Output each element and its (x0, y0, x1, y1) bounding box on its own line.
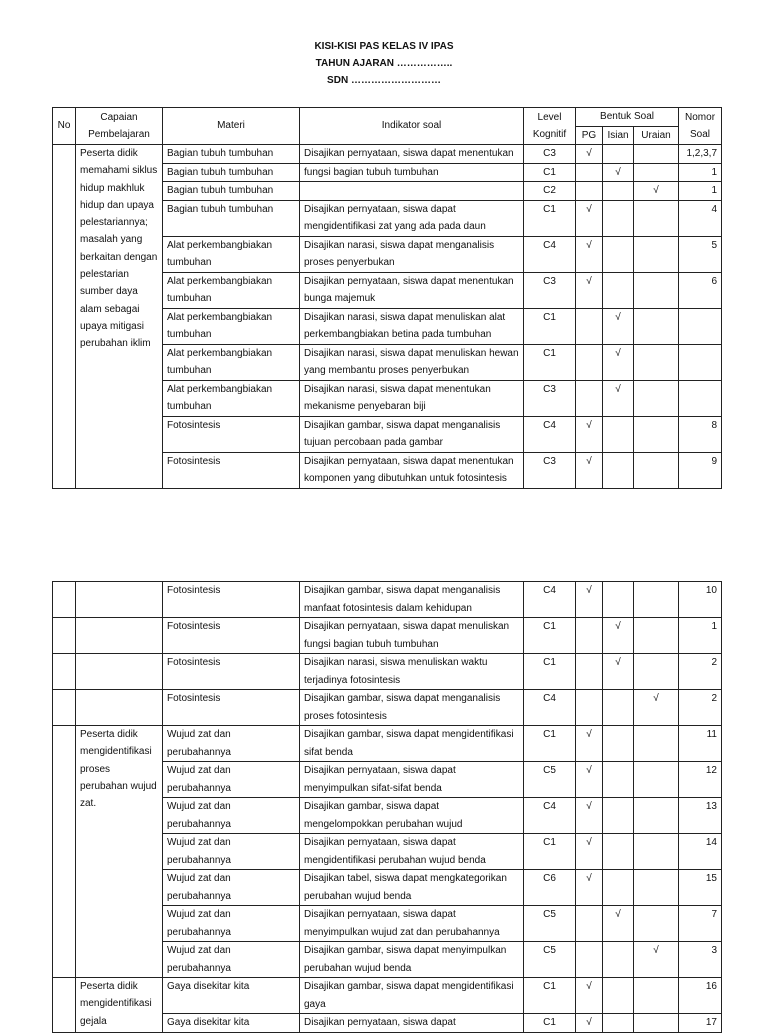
nomor-cell (679, 344, 722, 380)
level-cell: C1 (524, 618, 576, 654)
table-row (53, 654, 722, 690)
capaian-cell (76, 618, 163, 654)
nomor-cell (679, 308, 722, 344)
materi-cell: Gaya disekitar kita (163, 1014, 300, 1033)
uraian-check-cell: √ (634, 690, 679, 726)
level-cell: C5 (524, 762, 576, 798)
nomor-cell: 10 (679, 582, 722, 618)
indikator-cell: Disajikan gambar, siswa dapat menganalisis proses fotosintesis (300, 690, 524, 726)
header-pg: PG (576, 126, 603, 145)
pg-check-cell: √ (576, 452, 603, 488)
materi-cell: Wujud zat dan perubahannya (163, 870, 300, 906)
nomor-cell: 9 (679, 452, 722, 488)
indikator-cell: fungsi bagian tubuh tumbuhan (300, 163, 524, 182)
nomor-cell: 6 (679, 272, 722, 308)
level-cell: C2 (524, 182, 576, 201)
uraian-check-cell (634, 978, 679, 1014)
nomor-cell: 7 (679, 906, 722, 942)
indikator-cell (300, 182, 524, 201)
materi-cell: Alat perkembangbiakan tumbuhan (163, 308, 300, 344)
level-cell: C4 (524, 798, 576, 834)
nomor-cell: 14 (679, 834, 722, 870)
uraian-check-cell (634, 236, 679, 272)
nomor-cell: 2 (679, 654, 722, 690)
materi-cell: Bagian tubuh tumbuhan (163, 163, 300, 182)
uraian-check-cell (634, 163, 679, 182)
level-cell: C3 (524, 380, 576, 416)
table-row (53, 582, 722, 618)
materi-cell: Wujud zat dan perubahannya (163, 942, 300, 978)
indikator-cell: Disajikan pernyataan, siswa dapat menentukan komponen yang dibutuhkan untuk fotosintesis (300, 452, 524, 488)
academic-year: TAHUN AJARAN …………….. (315, 58, 453, 69)
isian-check-cell (603, 145, 634, 164)
pg-check-cell: √ (576, 726, 603, 762)
uraian-check-cell (634, 582, 679, 618)
materi-cell: Alat perkembangbiakan tumbuhan (163, 344, 300, 380)
level-cell: C1 (524, 978, 576, 1014)
materi-cell: Wujud zat dan perubahannya (163, 798, 300, 834)
isian-check-cell (603, 690, 634, 726)
level-cell: C5 (524, 942, 576, 978)
nomor-cell: 3 (679, 942, 722, 978)
indikator-cell: Disajikan pernyataan, siswa dapat (300, 1014, 524, 1033)
nomor-cell: 1 (679, 163, 722, 182)
nomor-cell: 11 (679, 726, 722, 762)
indikator-cell: Disajikan pernyataan, siswa dapat menuliskan fungsi bagian tubuh tumbuhan (300, 618, 524, 654)
no-cell (53, 618, 76, 654)
isian-check-cell (603, 762, 634, 798)
pg-check-cell: √ (576, 978, 603, 1014)
uraian-check-cell (634, 1014, 679, 1033)
level-cell: C4 (524, 582, 576, 618)
materi-cell: Wujud zat dan perubahannya (163, 726, 300, 762)
uraian-check-cell (634, 618, 679, 654)
nomor-cell: 12 (679, 762, 722, 798)
nomor-cell: 1 (679, 618, 722, 654)
pg-check-cell (576, 618, 603, 654)
isian-check-cell (603, 452, 634, 488)
materi-cell: Wujud zat dan perubahannya (163, 762, 300, 798)
level-cell: C4 (524, 690, 576, 726)
capaian-cell: Peserta didik memahami siklus hidup makhluk hidup dan upaya pelestariannya; masalah yang berkaitan dengan pelestarian sumber daya alam sebagai upaya mitigasi perubahan iklim (76, 145, 163, 489)
level-cell: C1 (524, 344, 576, 380)
materi-cell: Fotosintesis (163, 654, 300, 690)
materi-cell: Fotosintesis (163, 452, 300, 488)
pg-check-cell: √ (576, 1014, 603, 1033)
pg-check-cell (576, 380, 603, 416)
pg-check-cell: √ (576, 236, 603, 272)
table-row (53, 726, 722, 762)
pg-check-cell (576, 344, 603, 380)
pg-check-cell (576, 690, 603, 726)
uraian-check-cell (634, 272, 679, 308)
isian-check-cell (603, 834, 634, 870)
capaian-cell: Peserta didik mengidentifikasi gejala (76, 978, 163, 1033)
no-cell (53, 654, 76, 690)
pg-check-cell: √ (576, 200, 603, 236)
uraian-check-cell (634, 762, 679, 798)
nomor-cell: 13 (679, 798, 722, 834)
uraian-check-cell: √ (634, 182, 679, 201)
level-cell: C1 (524, 654, 576, 690)
uraian-check-cell (634, 416, 679, 452)
header-uraian: Uraian (634, 126, 679, 145)
indikator-cell: Disajikan gambar, siswa dapat menganalisis tujuan percobaan pada gambar (300, 416, 524, 452)
uraian-check-cell (634, 798, 679, 834)
materi-cell: Alat perkembangbiakan tumbuhan (163, 236, 300, 272)
isian-check-cell: √ (603, 618, 634, 654)
pg-check-cell: √ (576, 870, 603, 906)
materi-cell: Alat perkembangbiakan tumbuhan (163, 380, 300, 416)
isian-check-cell (603, 272, 634, 308)
indikator-cell: Disajikan gambar, siswa dapat mengidentifikasi gaya (300, 978, 524, 1014)
nomor-cell: 16 (679, 978, 722, 1014)
capaian-cell (76, 654, 163, 690)
header-indikator: Indikator soal (300, 108, 524, 145)
capaian-cell: Peserta didik mengidentifikasi proses perubahan wujud zat. (76, 726, 163, 978)
nomor-cell: 1,2,3,7 (679, 145, 722, 164)
pg-check-cell (576, 654, 603, 690)
table-row (53, 145, 722, 164)
level-cell: C6 (524, 870, 576, 906)
level-cell: C4 (524, 416, 576, 452)
indikator-cell: Disajikan narasi, siswa dapat menuliskan alat perkembangbiakan betina pada tumbuhan (300, 308, 524, 344)
materi-cell: Fotosintesis (163, 416, 300, 452)
nomor-cell: 5 (679, 236, 722, 272)
indikator-cell: Disajikan pernyataan, siswa dapat menentukan (300, 145, 524, 164)
isian-check-cell: √ (603, 380, 634, 416)
nomor-cell: 15 (679, 870, 722, 906)
no-cell (53, 726, 76, 978)
materi-cell: Wujud zat dan perubahannya (163, 834, 300, 870)
header-bentuk-soal: Bentuk Soal (576, 108, 679, 127)
header-isian: Isian (603, 126, 634, 145)
indikator-cell: Disajikan pernyataan, siswa dapat menentukan bunga majemuk (300, 272, 524, 308)
pg-check-cell: √ (576, 762, 603, 798)
table-row (53, 618, 722, 654)
nomor-cell: 8 (679, 416, 722, 452)
uraian-check-cell (634, 906, 679, 942)
isian-check-cell: √ (603, 344, 634, 380)
uraian-check-cell: √ (634, 942, 679, 978)
pg-check-cell: √ (576, 834, 603, 870)
level-cell: C1 (524, 834, 576, 870)
uraian-check-cell (634, 145, 679, 164)
indikator-cell: Disajikan pernyataan, siswa dapat mengidentifikasi zat yang ada pada daun (300, 200, 524, 236)
pg-check-cell: √ (576, 798, 603, 834)
pg-check-cell (576, 163, 603, 182)
level-cell: C3 (524, 272, 576, 308)
isian-check-cell: √ (603, 308, 634, 344)
isian-check-cell (603, 1014, 634, 1033)
indikator-cell: Disajikan pernyataan, siswa dapat mengidentifikasi perubahan wujud benda (300, 834, 524, 870)
school-name: SDN ……………………… (327, 75, 441, 86)
level-cell: C3 (524, 145, 576, 164)
kisi-kisi-table-page-2 (52, 581, 722, 1033)
isian-check-cell (603, 870, 634, 906)
uraian-check-cell (634, 654, 679, 690)
pg-check-cell: √ (576, 272, 603, 308)
no-cell (53, 582, 76, 618)
indikator-cell: Disajikan gambar, siswa dapat menganalisis manfaat fotosintesis dalam kehidupan (300, 582, 524, 618)
isian-check-cell (603, 726, 634, 762)
isian-check-cell (603, 236, 634, 272)
materi-cell: Alat perkembangbiakan tumbuhan (163, 272, 300, 308)
isian-check-cell (603, 582, 634, 618)
uraian-check-cell (634, 200, 679, 236)
nomor-cell (679, 380, 722, 416)
indikator-cell: Disajikan gambar, siswa dapat menyimpulkan perubahan wujud benda (300, 942, 524, 978)
level-cell: C3 (524, 452, 576, 488)
uraian-check-cell (634, 452, 679, 488)
pg-check-cell (576, 182, 603, 201)
no-cell (53, 145, 76, 489)
pg-check-cell (576, 308, 603, 344)
document-header (0, 38, 768, 89)
materi-cell: Bagian tubuh tumbuhan (163, 200, 300, 236)
header-capaian: Capaian Pembelajaran (76, 108, 163, 145)
materi-cell: Wujud zat dan perubahannya (163, 906, 300, 942)
uraian-check-cell (634, 834, 679, 870)
uraian-check-cell (634, 870, 679, 906)
uraian-check-cell (634, 344, 679, 380)
materi-cell: Gaya disekitar kita (163, 978, 300, 1014)
materi-cell: Bagian tubuh tumbuhan (163, 145, 300, 164)
nomor-cell: 2 (679, 690, 722, 726)
header-nomor: Nomor Soal (679, 108, 722, 145)
pg-check-cell: √ (576, 582, 603, 618)
nomor-cell: 4 (679, 200, 722, 236)
materi-cell: Fotosintesis (163, 618, 300, 654)
materi-cell: Bagian tubuh tumbuhan (163, 182, 300, 201)
indikator-cell: Disajikan gambar, siswa dapat mengidentifikasi sifat benda (300, 726, 524, 762)
indikator-cell: Disajikan tabel, siswa dapat mengkategorikan perubahan wujud benda (300, 870, 524, 906)
pg-check-cell (576, 906, 603, 942)
document-title: KISI-KISI PAS KELAS IV IPAS (314, 41, 454, 52)
level-cell: C1 (524, 200, 576, 236)
level-cell: C1 (524, 163, 576, 182)
level-cell: C4 (524, 236, 576, 272)
level-cell: C1 (524, 308, 576, 344)
table-row (53, 690, 722, 726)
isian-check-cell: √ (603, 163, 634, 182)
nomor-cell: 17 (679, 1014, 722, 1033)
indikator-cell: Disajikan pernyataan, siswa dapat menyimpulkan wujud zat dan perubahannya (300, 906, 524, 942)
isian-check-cell (603, 416, 634, 452)
isian-check-cell (603, 200, 634, 236)
isian-check-cell (603, 798, 634, 834)
level-cell: C1 (524, 1014, 576, 1033)
uraian-check-cell (634, 308, 679, 344)
uraian-check-cell (634, 380, 679, 416)
capaian-cell (76, 582, 163, 618)
indikator-cell: Disajikan narasi, siswa dapat menentukan mekanisme penyebaran biji (300, 380, 524, 416)
indikator-cell: Disajikan pernyataan, siswa dapat menyimpulkan sifat-sifat benda (300, 762, 524, 798)
isian-check-cell: √ (603, 906, 634, 942)
materi-cell: Fotosintesis (163, 690, 300, 726)
indikator-cell: Disajikan narasi, siswa menuliskan waktu terjadinya fotosintesis (300, 654, 524, 690)
pg-check-cell: √ (576, 416, 603, 452)
materi-cell: Fotosintesis (163, 582, 300, 618)
indikator-cell: Disajikan narasi, siswa dapat menganalisis proses penyerbukan (300, 236, 524, 272)
header-materi: Materi (163, 108, 300, 145)
uraian-check-cell (634, 726, 679, 762)
isian-check-cell (603, 942, 634, 978)
kisi-kisi-table-page-1 (52, 107, 722, 489)
isian-check-cell (603, 978, 634, 1014)
header-no: No (53, 108, 76, 145)
indikator-cell: Disajikan narasi, siswa dapat menuliskan hewan yang membantu proses penyerbukan (300, 344, 524, 380)
isian-check-cell: √ (603, 654, 634, 690)
header-level: Level Kognitif (524, 108, 576, 145)
nomor-cell: 1 (679, 182, 722, 201)
indikator-cell: Disajikan gambar, siswa dapat mengelompokkan perubahan wujud (300, 798, 524, 834)
isian-check-cell (603, 182, 634, 201)
no-cell (53, 690, 76, 726)
pg-check-cell (576, 942, 603, 978)
capaian-cell (76, 690, 163, 726)
table-row (53, 978, 722, 1014)
level-cell: C1 (524, 726, 576, 762)
pg-check-cell: √ (576, 145, 603, 164)
level-cell: C5 (524, 906, 576, 942)
